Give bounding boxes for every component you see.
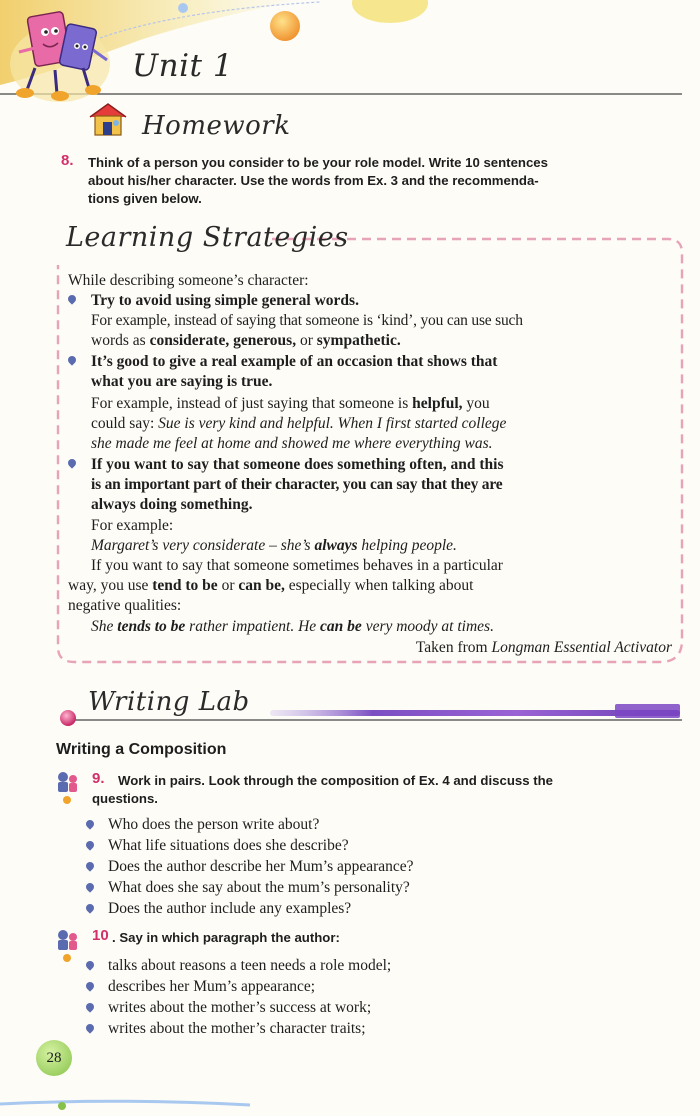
ls-tip3-line5: negative qualities: [68, 597, 182, 614]
text-bold-italic: tends to be [117, 618, 186, 635]
text-italic: Sue is very kind and helpful. When I first started college [158, 415, 507, 432]
pair-work-icon [54, 928, 80, 954]
exercise-10-number: 10 [92, 927, 109, 944]
text-bold: helpful, [412, 395, 463, 412]
pair-work-icon [54, 770, 80, 796]
text-bold: considerate, generous, [149, 332, 297, 349]
bullet-icon [84, 860, 95, 871]
text: you [462, 395, 490, 412]
house-art [86, 101, 130, 137]
exercise-10-item: describes her Mum’s appearance; [108, 978, 316, 995]
bullet-icon [84, 818, 95, 829]
question-item: Does the author describe her Mum’s appearance? [108, 858, 414, 875]
ls-tip1-line2 [91, 331, 401, 351]
bullet-icon [84, 902, 95, 913]
text: For example, instead of just saying that someone is [91, 395, 413, 412]
exercise-10-item: talks about reasons a teen needs a role model; [108, 957, 392, 974]
text-bold: can be, [238, 577, 285, 594]
ls-tip3-line3: If you want to say that someone sometimes behaves in a particular [91, 557, 503, 574]
question-item: Does the author include any examples? [108, 900, 352, 917]
exercise-10-instruction: . Say in which paragraph the author: [112, 930, 340, 945]
text-italic: helping people. [357, 537, 457, 554]
text-bold: sympathetic. [316, 332, 401, 349]
unit-title: Unit 1 [132, 48, 234, 84]
pair-work-art [54, 770, 80, 810]
text-italic: She [91, 618, 118, 635]
text: or [296, 332, 317, 349]
text-italic: rather impatient. He [185, 618, 321, 635]
text: especially when talking about [284, 577, 474, 594]
mascot-art [5, 4, 115, 102]
ls-tip3-line4 [68, 576, 473, 596]
writing-composition-heading: Writing a Composition [56, 741, 227, 758]
bullet-icon [84, 980, 95, 991]
text: Taken from [415, 639, 492, 656]
bullet-icon [84, 1001, 95, 1012]
text-bold: tend to be [152, 577, 218, 594]
text-italic: Longman Essential Activator [491, 639, 672, 656]
ls-tip3-title-l2: is an important part of their character, you can say that they are [91, 476, 503, 493]
question-item: Who does the person write about? [108, 816, 320, 833]
pair-work-art [54, 928, 80, 968]
text: words as [91, 332, 150, 349]
page-number-badge [36, 1040, 72, 1076]
ls-tip1-line1: For example, instead of saying that someone is ‘kind’, you can use such [91, 312, 523, 329]
ls-intro: While describing someone’s character: [68, 272, 309, 289]
text: or [217, 577, 239, 594]
exercise-10-item: writes about the mother’s success at work; [108, 999, 372, 1016]
ls-tip3-line6 [91, 617, 494, 637]
exercise-10-item: writes about the mother’s character traits; [108, 1020, 366, 1037]
question-item: What life situations does she describe? [108, 837, 349, 854]
ls-tip2-line2 [91, 414, 506, 434]
question-item: What does she say about the mum’s personality? [108, 879, 410, 896]
ls-tip3-title-l3: always doing something. [91, 496, 253, 513]
exercise-8-number: 8. [61, 152, 74, 169]
bullet-icon [84, 839, 95, 850]
text-bold-italic: can be [320, 618, 362, 635]
ls-tip2-line3: she made me feel at home and showed me where everything was. [91, 435, 493, 452]
exercise-8-line3: tions given below. [88, 191, 202, 206]
ls-tip3-line1: For example: [91, 517, 174, 534]
bullet-icon [84, 881, 95, 892]
text-italic: Margaret’s very considerate – she’s [91, 537, 315, 554]
learning-strategies-title: Learning Strategies [66, 222, 349, 253]
writing-lab-title: Writing Lab [88, 687, 250, 717]
ls-tip2-line1 [91, 394, 490, 414]
page-number: 28 [46, 1050, 62, 1066]
ls-source [416, 638, 672, 658]
ls-tip2-title-l1: It’s good to give a real example of an occasion that shows that [91, 353, 498, 370]
bullet-icon [84, 1022, 95, 1033]
text: way, you use [68, 577, 153, 594]
cartoon-book-mascot-icon [5, 4, 115, 102]
text-bold-italic: always [314, 537, 358, 554]
text: could say: [91, 415, 159, 432]
text-italic: very moody at times. [361, 618, 494, 635]
ls-tip3-line2 [91, 536, 457, 556]
ls-tip3-title-l1: If you want to say that someone does something often, and this [91, 456, 504, 473]
section-title-homework: Homework [142, 111, 291, 141]
exercise-8-line2: about his/her character. Use the words from Ex. 3 and the recommenda- [88, 173, 539, 188]
ls-tip2-title-l2: what you are saying is true. [91, 373, 273, 390]
house-icon [86, 101, 130, 137]
exercise-9-line1: Work in pairs. Look through the composition of Ex. 4 and discuss the [118, 773, 553, 788]
bottom-decoration-art [0, 1096, 700, 1111]
bullet-icon [84, 959, 95, 970]
exercise-9-line2: questions. [92, 791, 158, 806]
bottom-decoration [0, 1096, 700, 1111]
ls-tip1-title: Try to avoid using simple general words. [91, 292, 359, 309]
exercise-8-line1: Think of a person you consider to be your role model. Write 10 sentences [88, 155, 548, 170]
exercise-9-number: 9. [92, 770, 105, 787]
